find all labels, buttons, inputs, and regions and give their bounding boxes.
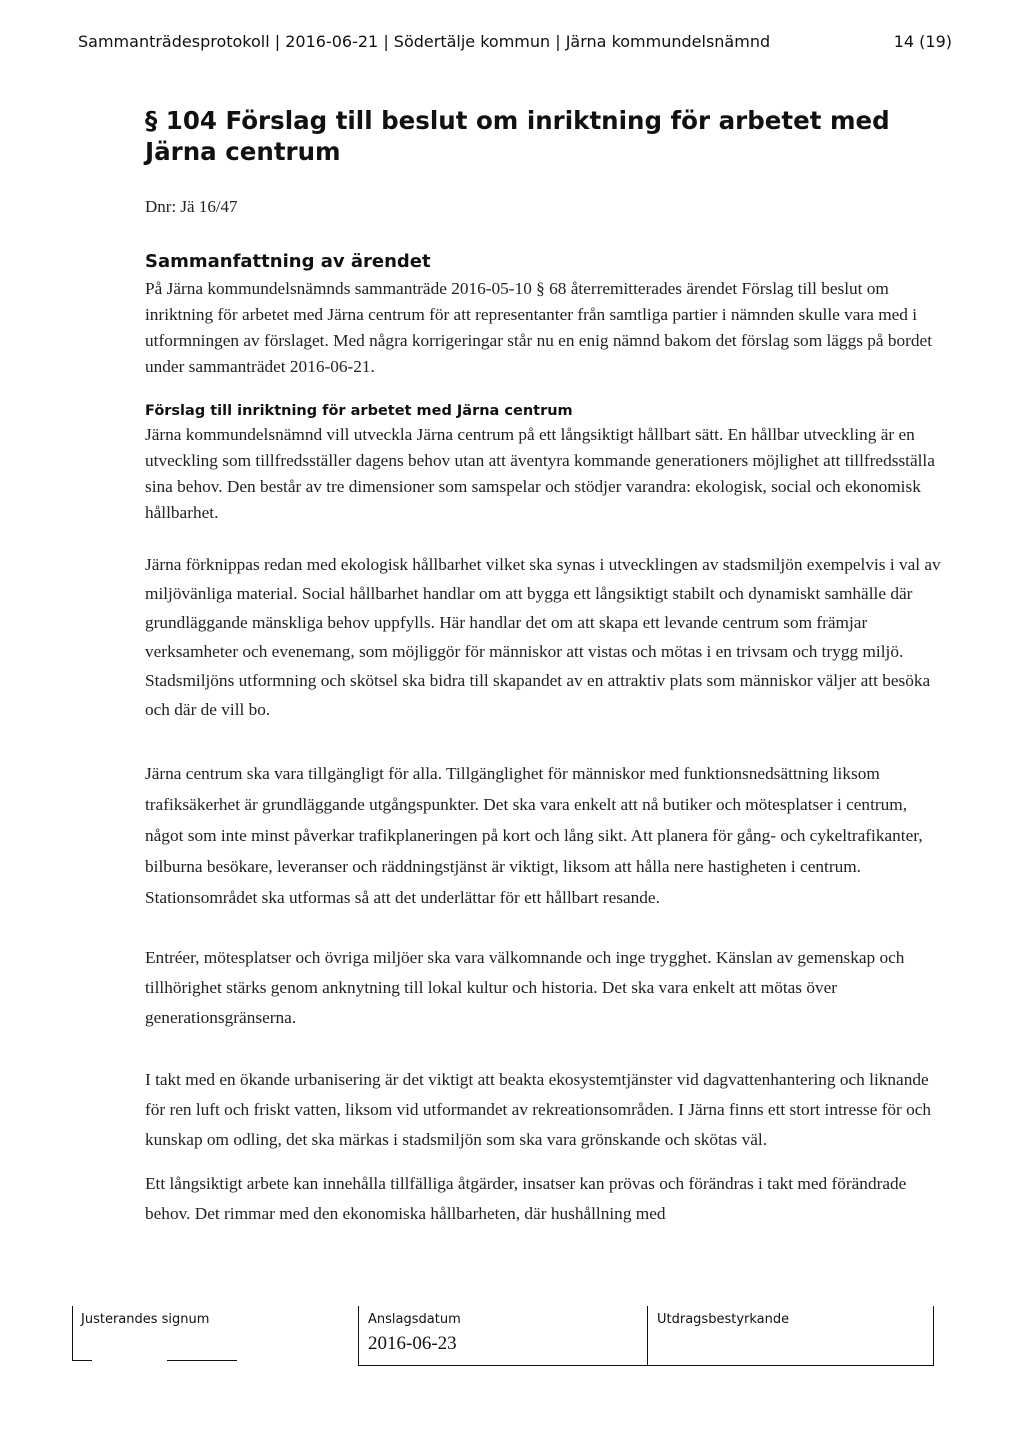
- proposal-paragraph-1: Järna kommundelsnämnd vill utveckla Järna centrum på ett långsiktigt hållbart sätt. En hållbar utveckling är en utveckling som tillfredsställer dagens behov utan att äventyra kommande generationers möjlighet att tillfredsställa sina behov. Den består av tre dimensioner som samspelar och stödjer varandra: ekologisk, social och ekonomisk hållbarhet.: [145, 425, 935, 522]
- footer-divider: [647, 1306, 648, 1366]
- signature-footer: [72, 1306, 934, 1366]
- posting-date-value: 2016-06-23: [368, 1333, 457, 1354]
- page-number: 14 (19): [893, 32, 952, 51]
- signature-label: Justerandes signum: [81, 1312, 210, 1327]
- summary-heading: Sammanfattning av ärendet: [145, 251, 431, 272]
- running-header: [78, 32, 952, 51]
- running-title: Sammanträdesprotokoll | 2016-06-21 | Södertälje kommun | Järna kommundelsnämnd: [78, 32, 771, 51]
- footer-rule: [358, 1365, 934, 1366]
- footer-divider: [933, 1306, 934, 1366]
- footer-rule: [167, 1360, 237, 1361]
- diary-number: Dnr: Jä 16/47: [145, 197, 238, 216]
- section-title: § 104 Förslag till beslut om inriktning för arbetet med Järna centrum: [145, 106, 890, 166]
- proposal-paragraph-4: Entréer, mötesplatser och övriga miljöer ska vara välkomnande och inge trygghet. Känslan av gemenskap och tillhörighet stärks genom anknytning till lokal kultur och historia. Det ska vara enkelt att mötas över generationsgränserna.: [145, 948, 905, 1027]
- proposal-paragraph-5: I takt med en ökande urbanisering är det viktigt att beakta ekosystemtjänster vid dagvattenhantering och liknande för ren luft och friskt vatten, liksom vid utformandet av rekreationsområden. I Järna finns ett stort intresse för och kunskap om odling, det ska märkas i stadsmiljön som ska vara grönskande och skötas väl.: [145, 1070, 932, 1149]
- document-body: [145, 248, 945, 1229]
- proposal-paragraph-6: Ett långsiktigt arbete kan innehålla tillfälliga åtgärder, insatser kan prövas och förändras i takt med förändrade behov. Det rimmar med den ekonomiska hållbarheten, där hushållning med: [145, 1174, 907, 1223]
- proposal-heading: Förslag till inriktning för arbetet med Järna centrum: [145, 403, 573, 419]
- certification-label: Utdragsbestyrkande: [657, 1312, 790, 1327]
- footer-divider: [358, 1306, 359, 1366]
- footer-divider: [72, 1306, 73, 1360]
- posting-date-label: Anslagsdatum: [368, 1312, 461, 1327]
- summary-text: På Järna kommundelsnämnds sammanträde 2016-05-10 § 68 återremitterades ärendet Förslag till beslut om inriktning för arbetet med Järna centrum för att representanter från samtliga partier i nämnden skulle vara med i utformningen av förslaget. Med några korrigeringar står nu en enig nämnd bakom det förslag som läggs på bordet under sammanträdet 2016-06-21.: [145, 279, 933, 376]
- footer-rule: [72, 1360, 92, 1361]
- proposal-paragraph-2: Järna förknippas redan med ekologisk hållbarhet vilket ska synas i utvecklingen av stadsmiljön exempelvis i val av miljövänliga material. Social hållbarhet handlar om att bygga ett långsiktigt stabilt och dynamiskt samhälle där grundläggande mänskliga behov uppfylls. Här handlar det om att skapa ett levande centrum som främjar verksamheter och evenemang, som möjliggör för människor att vistas och mötas i en trivsam och trygg miljö. Stadsmiljöns utformning och skötsel ska bidra till skapandet av en attraktiv plats som människor väljer att besöka och där de vill bo.: [145, 555, 941, 719]
- proposal-paragraph-3: Järna centrum ska vara tillgängligt för alla. Tillgänglighet för människor med funktionsnedsättning liksom trafiksäkerhet är grundläggande utgångspunkter. Det ska vara enkelt att nå butiker och mötesplatser i centrum, något som inte minst påverkar trafikplaneringen på kort och lång sikt. Att planera för gång- och cykeltrafikanter, bilburna besökare, leveranser och räddningstjänst är viktigt, liksom att hålla nere hastigheten i centrum. Stationsområdet ska utformas så att det underlättar för ett hållbart resande.: [145, 764, 923, 907]
